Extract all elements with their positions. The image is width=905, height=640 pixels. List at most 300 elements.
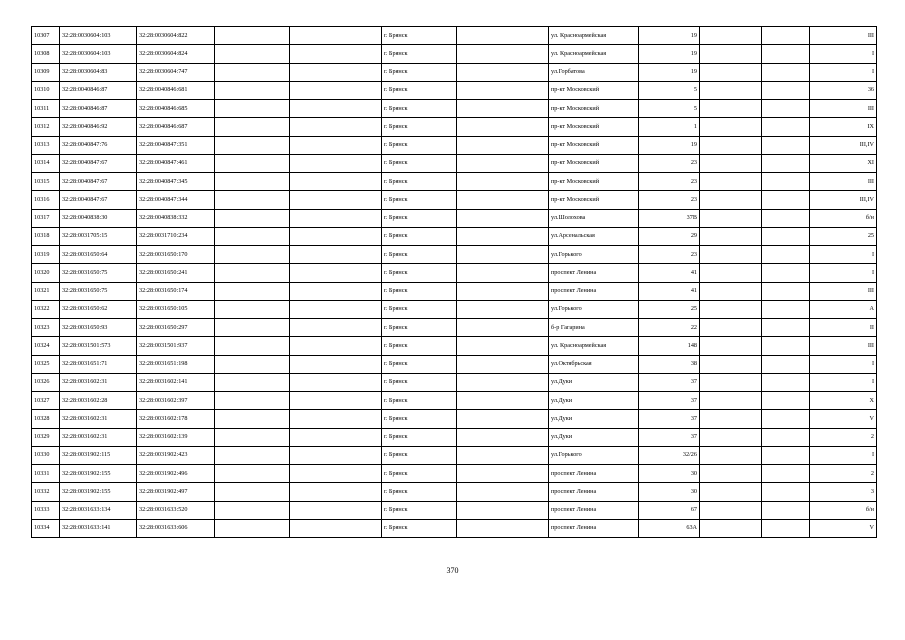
table-cell: 32:28:0030604:103 [60,27,137,45]
table-cell [700,428,762,446]
table-cell: г. Брянск [382,519,457,537]
table-cell: 32:28:0030604:103 [60,45,137,63]
table-cell [457,227,549,245]
table-cell [215,519,290,537]
table-cell: 10307 [32,27,60,45]
table-cell [290,428,382,446]
table-cell: 30 [639,465,700,483]
table-cell: 19 [639,27,700,45]
table-cell [290,465,382,483]
table-row [32,428,877,446]
table-cell: г. Брянск [382,63,457,81]
table-cell: ул.Горького [549,446,639,464]
table-cell [457,300,549,318]
table-cell: проспект Ленина [549,282,639,300]
table-cell [215,154,290,172]
table-cell: 10333 [32,501,60,519]
table-cell [762,264,810,282]
table-cell [457,392,549,410]
table-cell [290,209,382,227]
table-cell [762,501,810,519]
table-cell: 10334 [32,519,60,537]
table-cell [762,191,810,209]
table-cell: г. Брянск [382,45,457,63]
table-cell: г. Брянск [382,100,457,118]
table-cell [215,264,290,282]
table-cell: 1 [639,118,700,136]
table-cell [215,45,290,63]
table-cell [290,355,382,373]
table-cell: 37 [639,410,700,428]
table-cell [700,173,762,191]
table-cell [457,355,549,373]
table-cell: б-р Гагарина [549,319,639,337]
table-cell [215,446,290,464]
table-cell [457,483,549,501]
table-cell: 3 [810,483,877,501]
table-cell: 32:28:0040846:685 [137,100,215,118]
table-row [32,191,877,209]
table-row [32,136,877,154]
table-cell: 32:28:0030604:747 [137,63,215,81]
table-cell: 10327 [32,392,60,410]
table-cell [290,191,382,209]
table-cell [457,100,549,118]
table-cell: г. Брянск [382,81,457,99]
table-cell: г. Брянск [382,319,457,337]
table-cell: 5 [639,100,700,118]
table-cell [700,410,762,428]
table-cell [762,428,810,446]
table-cell: 32:28:0031602:139 [137,428,215,446]
table-cell [215,300,290,318]
table-row [32,355,877,373]
table-cell [457,282,549,300]
table-cell: 32:28:0031602:178 [137,410,215,428]
table-cell: 36 [810,81,877,99]
table-row [32,392,877,410]
table-cell [215,209,290,227]
table-cell [290,173,382,191]
table-cell: 32:28:0040847:76 [60,136,137,154]
table-cell [700,392,762,410]
table-cell: 32:28:0031650:75 [60,282,137,300]
table-cell [762,446,810,464]
table-cell: 32:28:0040846:87 [60,81,137,99]
table-cell [700,154,762,172]
table-cell: 10319 [32,246,60,264]
table-cell: ул.Горького [549,246,639,264]
table-cell [457,428,549,446]
table-cell: III [810,100,877,118]
table-cell: 10325 [32,355,60,373]
table-cell: 37 [639,428,700,446]
table-cell: 32:28:0040847:461 [137,154,215,172]
table-row [32,45,877,63]
table-row [32,63,877,81]
table-cell: 32:28:0031650:93 [60,319,137,337]
table-cell [762,392,810,410]
table-cell: 5 [639,81,700,99]
table-row [32,81,877,99]
table-cell: I [810,246,877,264]
table-cell: г. Брянск [382,264,457,282]
table-cell: 29 [639,227,700,245]
table-cell [215,373,290,391]
table-cell [290,373,382,391]
table-cell: I [810,373,877,391]
table-cell [457,191,549,209]
table-cell: 10326 [32,373,60,391]
table-cell [762,410,810,428]
table-cell: г. Брянск [382,300,457,318]
table-cell [457,27,549,45]
table-cell: III,IV [810,191,877,209]
table-cell: I [810,355,877,373]
table-cell [700,264,762,282]
table-cell [700,282,762,300]
table-cell: г. Брянск [382,27,457,45]
table-cell [457,209,549,227]
table-cell: 10330 [32,446,60,464]
table-cell: 32:28:0031633:134 [60,501,137,519]
table-cell [457,519,549,537]
table-cell [762,81,810,99]
table-cell [457,264,549,282]
table-cell: проспект Ленина [549,501,639,519]
table-cell [215,100,290,118]
table-cell: 32:28:0031501:573 [60,337,137,355]
table-cell: 10309 [32,63,60,81]
table-cell: 37 [639,373,700,391]
table-cell: проспект Ленина [549,465,639,483]
table-cell: 32:28:0040847:67 [60,154,137,172]
table-cell: XI [810,154,877,172]
table-cell: 32:28:0031651:198 [137,355,215,373]
table-cell [290,319,382,337]
table-cell: 10317 [32,209,60,227]
table-cell [762,154,810,172]
table-row [32,282,877,300]
table-cell: пр-кт Московский [549,136,639,154]
table-cell: г. Брянск [382,118,457,136]
table-cell [700,483,762,501]
table-cell [457,136,549,154]
table-row [32,446,877,464]
table-cell: 10310 [32,81,60,99]
table-cell: 41 [639,282,700,300]
table-row [32,246,877,264]
table-cell: г. Брянск [382,501,457,519]
table-cell [215,355,290,373]
table-cell [762,227,810,245]
table-cell [215,483,290,501]
table-cell: 32:28:0031650:105 [137,300,215,318]
table-cell: 22 [639,319,700,337]
table-cell [215,136,290,154]
table-cell [762,100,810,118]
table-cell [457,446,549,464]
table-cell: ул.Дуки [549,410,639,428]
table-cell: V [810,410,877,428]
table-cell [700,446,762,464]
page-number: 370 [446,566,459,575]
table-cell [762,118,810,136]
table-cell [290,154,382,172]
table-cell [762,519,810,537]
table-cell: 2 [810,465,877,483]
table-cell: 32:28:0031633:141 [60,519,137,537]
table-cell [290,118,382,136]
table-cell [215,173,290,191]
table-cell: ул.Арсенальская [549,227,639,245]
table-row [32,27,877,45]
table-row [32,501,877,519]
table-cell [215,428,290,446]
table-cell: 37В [639,209,700,227]
table-cell: 10329 [32,428,60,446]
table-cell: 32:28:0040846:92 [60,118,137,136]
table-cell [215,246,290,264]
table-cell: I [810,45,877,63]
table-cell: 23 [639,154,700,172]
table-cell: 23 [639,191,700,209]
table-cell: 32:28:0030604:83 [60,63,137,81]
table-cell: 10316 [32,191,60,209]
table-cell: 32:28:0040846:681 [137,81,215,99]
table-cell: 32:28:0030604:824 [137,45,215,63]
table-cell: г. Брянск [382,154,457,172]
table-cell: пр-кт Московский [549,154,639,172]
table-cell [290,27,382,45]
table-cell: II [810,319,877,337]
table-cell [290,264,382,282]
table-row [32,154,877,172]
table-cell [215,501,290,519]
table-cell [457,501,549,519]
table-row [32,373,877,391]
table-cell [457,173,549,191]
table-cell: ул.Октябрьская [549,355,639,373]
table-cell: А [810,300,877,318]
table-cell [762,63,810,81]
table-cell: г. Брянск [382,428,457,446]
table-cell: г. Брянск [382,282,457,300]
table-cell: 32:28:0030604:822 [137,27,215,45]
table-cell: 10324 [32,337,60,355]
table-cell: 19 [639,63,700,81]
table-cell: 32:28:0031650:75 [60,264,137,282]
table-cell: 32:28:0031710:234 [137,227,215,245]
table-cell [762,355,810,373]
table-row [32,100,877,118]
table-cell: 38 [639,355,700,373]
table-cell [762,246,810,264]
table-cell [762,300,810,318]
table-cell: 32:28:0040846:87 [60,100,137,118]
table-row [32,227,877,245]
table-cell: 32:28:0031902:496 [137,465,215,483]
table-cell [290,136,382,154]
table-cell [215,410,290,428]
table-row [32,465,877,483]
table-row [32,319,877,337]
table-cell: 23 [639,173,700,191]
table-cell [290,392,382,410]
table-cell: г. Брянск [382,465,457,483]
table-cell: ул. Красноармейская [549,45,639,63]
table-cell: ул.Горбатова [549,63,639,81]
table-cell: 19 [639,45,700,63]
table-cell [762,173,810,191]
table-cell: III [810,337,877,355]
table-row [32,173,877,191]
table-cell: 32:28:0031602:31 [60,428,137,446]
table-cell [762,136,810,154]
table-cell: 32:28:0040847:344 [137,191,215,209]
table-body [32,27,877,538]
table-cell [762,319,810,337]
table-cell [457,118,549,136]
table-cell: I [810,63,877,81]
table-cell: 32:28:0040847:345 [137,173,215,191]
table-cell: X [810,392,877,410]
table-cell: 23 [639,246,700,264]
table-cell: ул.Дуки [549,392,639,410]
table-cell: 32:28:0031602:397 [137,392,215,410]
table-cell [700,63,762,81]
table-cell [215,465,290,483]
table-cell: 32:28:0031602:28 [60,392,137,410]
table-cell: 32:28:0040847:351 [137,136,215,154]
table-cell: 32/26 [639,446,700,464]
table-cell [700,519,762,537]
table-cell [457,154,549,172]
table-cell: 32:28:0040838:332 [137,209,215,227]
table-cell [215,227,290,245]
table-cell: 32:28:0031602:31 [60,373,137,391]
table-cell: 10313 [32,136,60,154]
table-cell: 32:28:0040847:67 [60,191,137,209]
table-cell [700,191,762,209]
table-cell [290,45,382,63]
table-cell: 32:28:0031650:64 [60,246,137,264]
table-cell: III,IV [810,136,877,154]
registry-table [31,26,877,538]
table-cell: 32:28:0031902:115 [60,446,137,464]
table-cell: ул.Шолохова [549,209,639,227]
table-cell: 32:28:0031902:497 [137,483,215,501]
table-cell [700,227,762,245]
table-cell: 32:28:0040838:30 [60,209,137,227]
table-cell [700,246,762,264]
table-cell [457,63,549,81]
table-cell: 32:28:0031650:241 [137,264,215,282]
table-cell: проспект Ленина [549,264,639,282]
table-cell: г. Брянск [382,483,457,501]
table-cell [290,483,382,501]
table-cell: г. Брянск [382,355,457,373]
table-cell: ул. Красноармейская [549,337,639,355]
table-row [32,483,877,501]
table-cell [700,209,762,227]
table-cell: 41 [639,264,700,282]
table-cell [700,81,762,99]
table-cell: 32:28:0031633:520 [137,501,215,519]
table-cell: г. Брянск [382,337,457,355]
table-row [32,410,877,428]
table-cell: 10332 [32,483,60,501]
table-cell [215,392,290,410]
table-cell [215,191,290,209]
table-cell: пр-кт Московский [549,100,639,118]
table-cell [762,337,810,355]
table-cell: г. Брянск [382,173,457,191]
table-cell: 30 [639,483,700,501]
table-cell [700,319,762,337]
table-cell [762,45,810,63]
table-cell: IX [810,118,877,136]
table-cell: III [810,173,877,191]
table-cell: 10321 [32,282,60,300]
table-cell: 10322 [32,300,60,318]
table-cell [290,501,382,519]
table-cell: 32:28:0031501:937 [137,337,215,355]
table-cell: 10315 [32,173,60,191]
table-cell: V [810,519,877,537]
table-cell: 10311 [32,100,60,118]
table-cell [700,136,762,154]
table-cell [290,282,382,300]
table-cell [457,465,549,483]
table-cell [290,81,382,99]
table-cell [457,45,549,63]
table-cell: 32:28:0031902:155 [60,465,137,483]
table-cell [215,282,290,300]
table-cell: г. Брянск [382,246,457,264]
table-cell: 10320 [32,264,60,282]
table-cell [290,63,382,81]
table-cell: 148 [639,337,700,355]
table-cell: 32:28:0031651:71 [60,355,137,373]
table-cell [700,45,762,63]
table-cell [457,410,549,428]
table-cell: 10328 [32,410,60,428]
table-cell [290,446,382,464]
table-cell: 25 [810,227,877,245]
table-cell [762,373,810,391]
table-cell: г. Брянск [382,446,457,464]
table-cell: I [810,446,877,464]
table-cell: 32:28:0031633:606 [137,519,215,537]
table-cell [762,282,810,300]
table-row [32,118,877,136]
table-cell: 63А [639,519,700,537]
table-row [32,300,877,318]
table-cell: пр-кт Московский [549,81,639,99]
table-cell [762,209,810,227]
table-row [32,209,877,227]
table-cell: 37 [639,392,700,410]
table-cell: ул.Дуки [549,373,639,391]
table-cell [457,81,549,99]
table-cell [700,300,762,318]
table-cell: г. Брянск [382,373,457,391]
table-cell [215,81,290,99]
table-cell: 19 [639,136,700,154]
table-cell [700,373,762,391]
table-cell: б/н [810,501,877,519]
